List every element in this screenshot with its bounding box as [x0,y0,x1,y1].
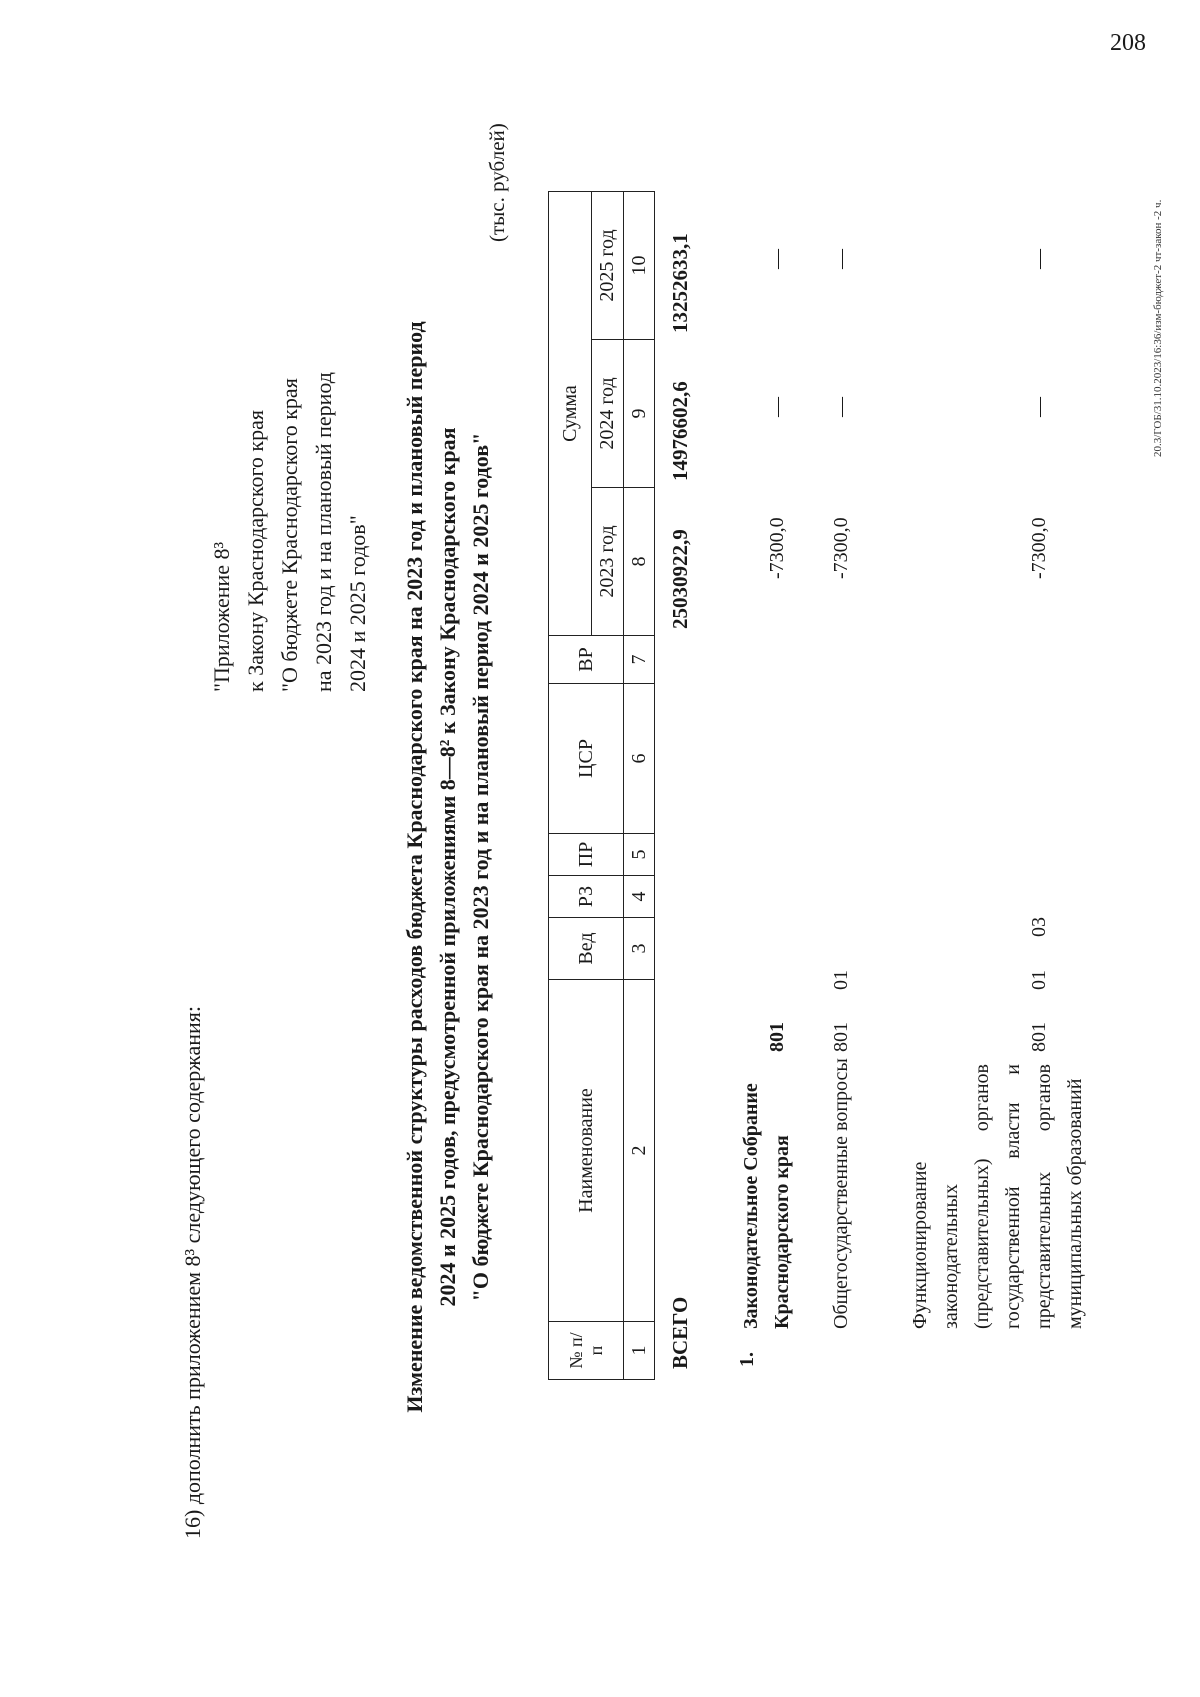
row-2024: — [830,397,852,417]
row-rz: 01 [830,970,852,990]
title-line: "О бюджете Краснодарского края на 2023 год и на плановый период 2024 и 2025 годов" [468,432,493,1302]
row-2023: -7300,0 [830,517,852,579]
total-label: ВСЕГО [668,1296,692,1369]
row-rz: 01 [1028,970,1050,990]
header-csr: ЦСР [549,684,624,834]
col-number: 1 [624,1322,655,1380]
header-2023: 2023 год [592,488,624,636]
footer-code: 20.3/ГОБ/31.10.2023/16:36/изм-бюджет-2 чт-закон -2 ч. [1152,199,1164,457]
row-2023: -7300,0 [766,517,788,579]
row-name: Общегосударственные вопросы [830,1058,852,1329]
row-2025: — [766,249,788,269]
row-ved: 801 [830,1022,852,1052]
appendix-line: "Приложение 8³ [209,541,234,692]
document-title [398,157,497,1577]
row-ved: 801 [766,1022,788,1052]
col-number: 3 [624,918,655,980]
expenditure-table [548,191,655,1380]
appendix-reference [205,372,375,692]
col-number: 8 [624,488,655,636]
header-ved: Вед [549,918,624,980]
col-number: 9 [624,340,655,488]
header-pr: ПР [549,834,624,876]
total-2025: 13252633,1 [668,233,692,333]
row-number: 1. [736,1352,758,1367]
row-2023: -7300,0 [1028,517,1050,579]
title-line: Изменение ведомственной структуры расходов бюджета Краснодарского края на 2023 год и плановый период [402,321,427,1413]
title-line: 2024 и 2025 годов, предусмотренной приложениями 8—8² к Закону Краснодарского края [435,427,460,1307]
row-2024: — [766,397,788,417]
header-num: № п/п [549,1322,624,1380]
col-number: 4 [624,876,655,918]
row-pr: 03 [1028,917,1050,937]
row-ved: 801 [1028,1022,1050,1052]
header-sum: Сумма [549,192,592,636]
row-name: Законодательное Собрание Краснодарского края [740,1083,793,1329]
header-2025: 2025 год [592,192,624,340]
intro-text: 16) дополнить приложением 8³ следующего содержания: [180,1005,205,1539]
total-2023: 25030922,9 [668,529,692,629]
header-vr: ВР [549,636,624,684]
col-number: 10 [624,192,655,340]
row-2024: — [1028,397,1050,417]
row-2025: — [1028,249,1050,269]
page-number: 208 [1110,30,1146,56]
appendix-line: 2024 и 2025 годов" [345,515,370,692]
header-2024: 2024 год [592,340,624,488]
appendix-line: на 2023 год и на плановый период [311,372,336,692]
col-number: 6 [624,684,655,834]
appendix-line: "О бюджете Краснодарского края [277,378,302,692]
col-number: 5 [624,834,655,876]
total-2024: 14976602,6 [668,381,692,481]
header-rz: РЗ [549,876,624,918]
col-number: 7 [624,636,655,684]
row-name: Функционирование законодательных (представительных) органов государственной власти и представительных органов муниципальных образований [909,1064,1086,1329]
units-label: (тыс. рублей) [485,123,509,242]
col-number: 2 [624,980,655,1322]
appendix-line: к Закону Краснодарского края [243,409,268,692]
header-name: Наименование [549,980,624,1322]
row-2025: — [830,249,852,269]
